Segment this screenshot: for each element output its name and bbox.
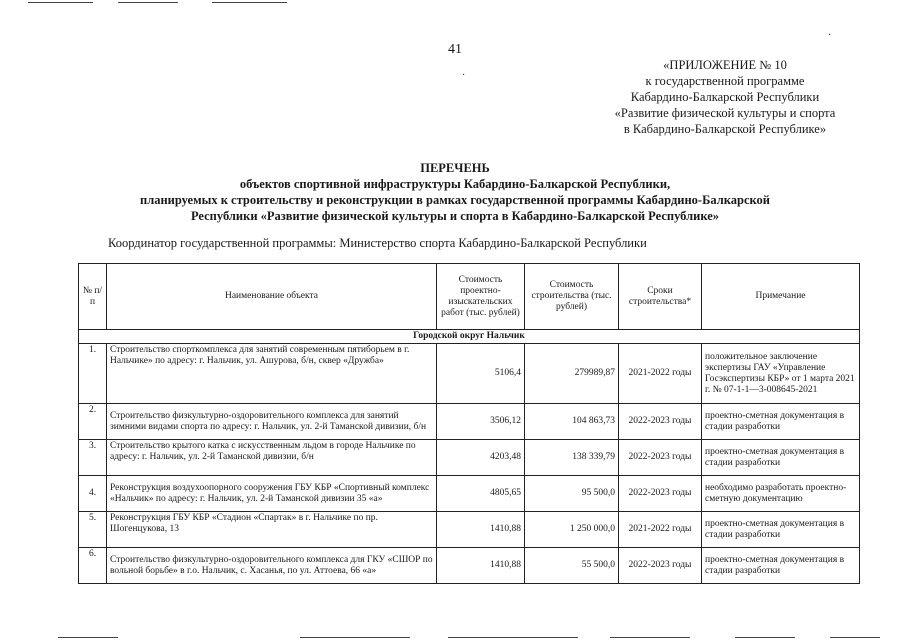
row-terms: 2021-2022 годы xyxy=(619,344,702,404)
row-note: проектно-сметная документация в стадии разработки xyxy=(702,548,860,584)
row-terms: 2022-2023 годы xyxy=(619,476,702,512)
scan-artifact-bottom-6 xyxy=(830,637,880,638)
row-design-cost: 4805,65 xyxy=(437,476,525,512)
appendix-line: к государственной программе xyxy=(645,74,805,88)
row-note: положительное заключение экспертизы ГАУ «Управление Госэкспертизы КБР» от 1 марта 2021 г. № 07-1-1—3-008645-2021 xyxy=(702,344,860,404)
row-note: проектно-сметная документация в стадии разработки xyxy=(702,512,860,548)
coordinator-text: Координатор государственной программы: Министерство спорта Кабардино-Балкарской Республики xyxy=(108,236,647,250)
row-terms: 2022-2023 годы xyxy=(619,404,702,440)
row-construction-cost: 55 500,0 xyxy=(525,548,619,584)
table-row xyxy=(79,440,860,476)
row-terms: 2022-2023 годы xyxy=(619,548,702,584)
row-num: 2. xyxy=(79,404,107,440)
appendix-line: Кабардино-Балкарской Республики xyxy=(630,90,820,104)
row-name: Строительство физкультурно-оздоровительного комплекса для ГКУ «СШОР по вольной борьбе» в г.о. Нальчик, с. Хасанья, по ул. Аттоева, 66 «а» xyxy=(107,548,437,584)
title-line: Республики «Развитие физической культуры и спорта в Кабардино-Балкарской Республике» xyxy=(190,209,720,223)
row-num: 6. xyxy=(79,548,107,584)
row-name: Реконструкция ГБУ КБР «Стадион «Спартак» в г. Нальчике по пр. Шогенцукова, 13 xyxy=(107,512,437,548)
table-row xyxy=(79,344,860,404)
row-name: Реконструкция воздухоопорного сооружения ГБУ КБР «Спортивный комплекс «Нальчик» по адресу: г. Нальчик, ул. 2-й Таманской дивизии 35 «а» xyxy=(107,476,437,512)
scan-artifact-bottom-1 xyxy=(58,637,118,638)
row-note: необходимо разработать проектно-сметную документацию xyxy=(702,476,860,512)
appendix-line: «Развитие физической культуры и спорта xyxy=(614,106,836,120)
row-num: 3. xyxy=(79,440,107,476)
row-design-cost: 5106,4 xyxy=(437,344,525,404)
row-design-cost: 4203,48 xyxy=(437,440,525,476)
section-title: Городской округ Нальчик xyxy=(79,330,860,344)
scan-dot-mark: · xyxy=(828,30,832,41)
row-name: Строительство крытого катка с искусственным льдом в городе Нальчике по адресу: г. Нальчик, ул. 2-й Таманской дивизии, б/н xyxy=(107,440,437,476)
header-terms: Сроки строительства* xyxy=(619,264,702,330)
scan-artifact-bottom-2 xyxy=(300,637,410,638)
appendix-line: в Кабардино-Балкарской Республике» xyxy=(623,122,827,136)
scan-artifact-bottom-5 xyxy=(735,637,795,638)
objects-table xyxy=(78,263,860,584)
row-num: 5. xyxy=(79,512,107,548)
title-line: планируемых к строительству и реконструкции в рамках государственной программы Кабардино-Балкарской xyxy=(140,193,770,207)
row-terms: 2022-2023 годы xyxy=(619,440,702,476)
row-name: Строительство физкультурно-оздоровительного комплекса для занятий зимними видами спорта по адресу: г. Нальчик, ул. 2-й Таманской дивизии, б/н xyxy=(107,404,437,440)
table-header-row xyxy=(79,264,860,330)
scan-artifact-top-2 xyxy=(118,2,178,3)
table-row xyxy=(79,476,860,512)
table-row xyxy=(79,404,860,440)
row-num: 4. xyxy=(79,476,107,512)
header-design-cost: Стоимость проектно-изыскательских работ (тыс. рублей) xyxy=(437,264,525,330)
document-title xyxy=(60,160,850,224)
header-construction-cost: Стоимость строительства (тыс. рублей) xyxy=(525,264,619,330)
table-row xyxy=(79,512,860,548)
header-name: Наименование объекта xyxy=(107,264,437,330)
row-construction-cost: 279989,87 xyxy=(525,344,619,404)
row-note: проектно-сметная документация в стадии разработки xyxy=(702,440,860,476)
row-note: проектно-сметная документация в стадии разработки xyxy=(702,404,860,440)
row-terms: 2021-2022 годы xyxy=(619,512,702,548)
row-name: Строительство спорткомплекса для занятий современным пятиборьем в г. Нальчике» по адресу: г. Нальчик, ул. Ашурова, б/н, сквер «Дружба» xyxy=(107,344,437,404)
scan-dot-mark: · xyxy=(462,70,466,81)
row-construction-cost: 95 500,0 xyxy=(525,476,619,512)
row-num: 1. xyxy=(79,344,107,404)
row-construction-cost: 138 339,79 xyxy=(525,440,619,476)
row-design-cost: 3506,12 xyxy=(437,404,525,440)
header-note: Примечание xyxy=(702,264,860,330)
row-design-cost: 1410,88 xyxy=(437,548,525,584)
appendix-header xyxy=(590,57,860,137)
page-number: 41 xyxy=(448,42,462,57)
scan-artifact-bottom-3 xyxy=(448,637,578,638)
scan-artifact-bottom-4 xyxy=(610,637,690,638)
header-num: № п/п xyxy=(79,264,107,330)
appendix-line: «ПРИЛОЖЕНИЕ № 10 xyxy=(663,58,787,72)
row-construction-cost: 1 250 000,0 xyxy=(525,512,619,548)
section-row xyxy=(79,330,860,344)
title-heading: ПЕРЕЧЕНЬ xyxy=(420,161,490,175)
title-line: объектов спортивной инфраструктуры Кабардино-Балкарской Республики, xyxy=(239,177,671,191)
table-row xyxy=(79,548,860,584)
row-design-cost: 1410,88 xyxy=(437,512,525,548)
scan-artifact-top-1 xyxy=(28,2,93,3)
scan-artifact-top-3 xyxy=(212,2,287,3)
row-construction-cost: 104 863,73 xyxy=(525,404,619,440)
